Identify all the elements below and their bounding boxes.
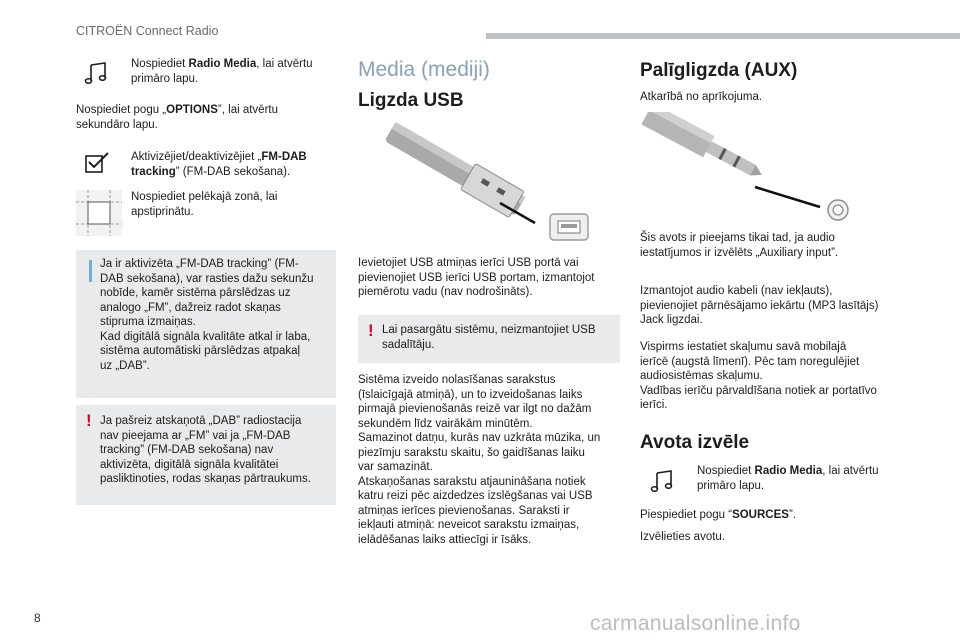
usb-plug-icon <box>360 118 595 243</box>
usb-title: Ligzda USB <box>358 90 464 111</box>
music-note-icon <box>84 60 110 86</box>
warning-text: Ja pašreiz atskaņotā „DAB” radiostacija nav pieejama ar „FM” vai ja „FM-DAB tracking” (FM-DAB sekošana) nav aktivizēta, digitālā signāla kvalitātei pasliktinoties, rodas skaņas pārtraukums. <box>100 415 311 485</box>
page-number: 8 <box>34 611 41 625</box>
checkbox-checked-icon <box>84 150 110 174</box>
step-grey-zone: Nospiediet pelēkajā zonā, lai apstiprinātu. <box>131 191 278 218</box>
aux-paragraph-2: Izmantojot audio kabeli (nav iekļauts), pievienojiet pārnēsājamo iekārtu (MP3 lasītājs) Jack ligzdai. <box>640 285 879 326</box>
step-choose-source: Izvēlieties avotu. <box>640 531 726 543</box>
usb-paragraph: Ievietojiet USB atmiņas ierīci USB portā vai pievienojiet USB ierīci USB portam, izmantojot piemērotu vadu (nav nodrošināts). <box>358 257 595 298</box>
aux-title: Palīgligzda (AUX) <box>640 60 798 81</box>
aux-paragraph-3: Vispirms iestatiet skaļumu savā mobilajā ierīcē (augstā līmenī). Pēc tam noregulējiet audiosistēmas skaļumu. Vadības ierīču pārvaldīšana notiek ar portatīvo ierīci. <box>640 341 877 411</box>
info-box <box>76 250 336 398</box>
warning-exclamation-icon: ! <box>368 321 374 340</box>
info-text: Ja ir aktivizēta „FM-DAB tracking” (FM- DAB sekošana), var rasties dažu sekunžu nobīde, kamēr sistēma pārslēdzas uz analogo „FM”, dažreiz radot skaņas stipruma izmaiņas. Kad digitālā signāla kvalitāte atkal ir laba, sistēma automātiski pārslēdzas atpakaļ uz „DAB”. <box>100 258 314 372</box>
source-title: Avota izvēle <box>640 432 750 453</box>
playlist-paragraph: Sistēma izveido nolasīšanas sarakstus (īslaicīgajā atmiņā), un to izveidošanas laiks pirmajā pievienošanās reizē var ilgt no dažām sekundēm līdz vairākām minūtēm. Samazinot datņu, kurās nav uzkrāta mūzika, un piezīmju sarakstu skaitu, šo gaidīšanas laiku var samazināt. Atskaņošanas sarakstu atjaunināšana notiek katru reizi pēc aizdedzes izslēgšanas vai USB atmiņas ierīces pievienošanas. Saraksti ir iekļauti atmiņā: neveicot sarakstu izmaiņas, ielādēšanas laiks attiecīgi ir īsāks. <box>358 374 601 546</box>
aux-paragraph-1: Šis avots ir pieejams tikai tad, ja audio iestatījumos ir izvēlēts „Auxiliary input”. <box>640 232 839 259</box>
header-title: CITROËN Connect Radio <box>76 24 219 38</box>
warning-exclamation-icon: ! <box>86 411 92 430</box>
step-options: Nospiediet pogu „OPTIONS”, lai atvērtu sekundāro lapu. <box>76 104 278 131</box>
step-fmdab: Aktivizējiet/deaktivizējiet „FM-DAB tracking” (FM-DAB sekošana). <box>131 151 307 178</box>
audio-jack-icon <box>640 112 860 222</box>
warning-box <box>76 405 336 505</box>
aux-subtitle: Atkarībā no aprīkojuma. <box>640 91 763 103</box>
section-title-media: Media (mediji) <box>358 58 490 81</box>
info-bar-icon <box>89 260 92 282</box>
header-bar <box>486 33 960 39</box>
step-radio-media: Nospiediet Radio Media, lai atvērtu primāro lapu. <box>131 58 313 85</box>
grey-zone-grid-icon <box>76 190 122 236</box>
source-step-radio-media: Nospiediet Radio Media, lai atvērtu primāro lapu. <box>697 465 879 492</box>
step-sources: Piespiediet pogu “SOURCES”. <box>640 509 796 521</box>
usb-warning-text: Lai pasargātu sistēmu, neizmantojiet USB sadalītāju. <box>382 324 596 351</box>
music-note-icon <box>650 468 676 494</box>
usb-warning-box <box>358 315 620 363</box>
watermark: carmanualsonline.info <box>590 612 801 635</box>
